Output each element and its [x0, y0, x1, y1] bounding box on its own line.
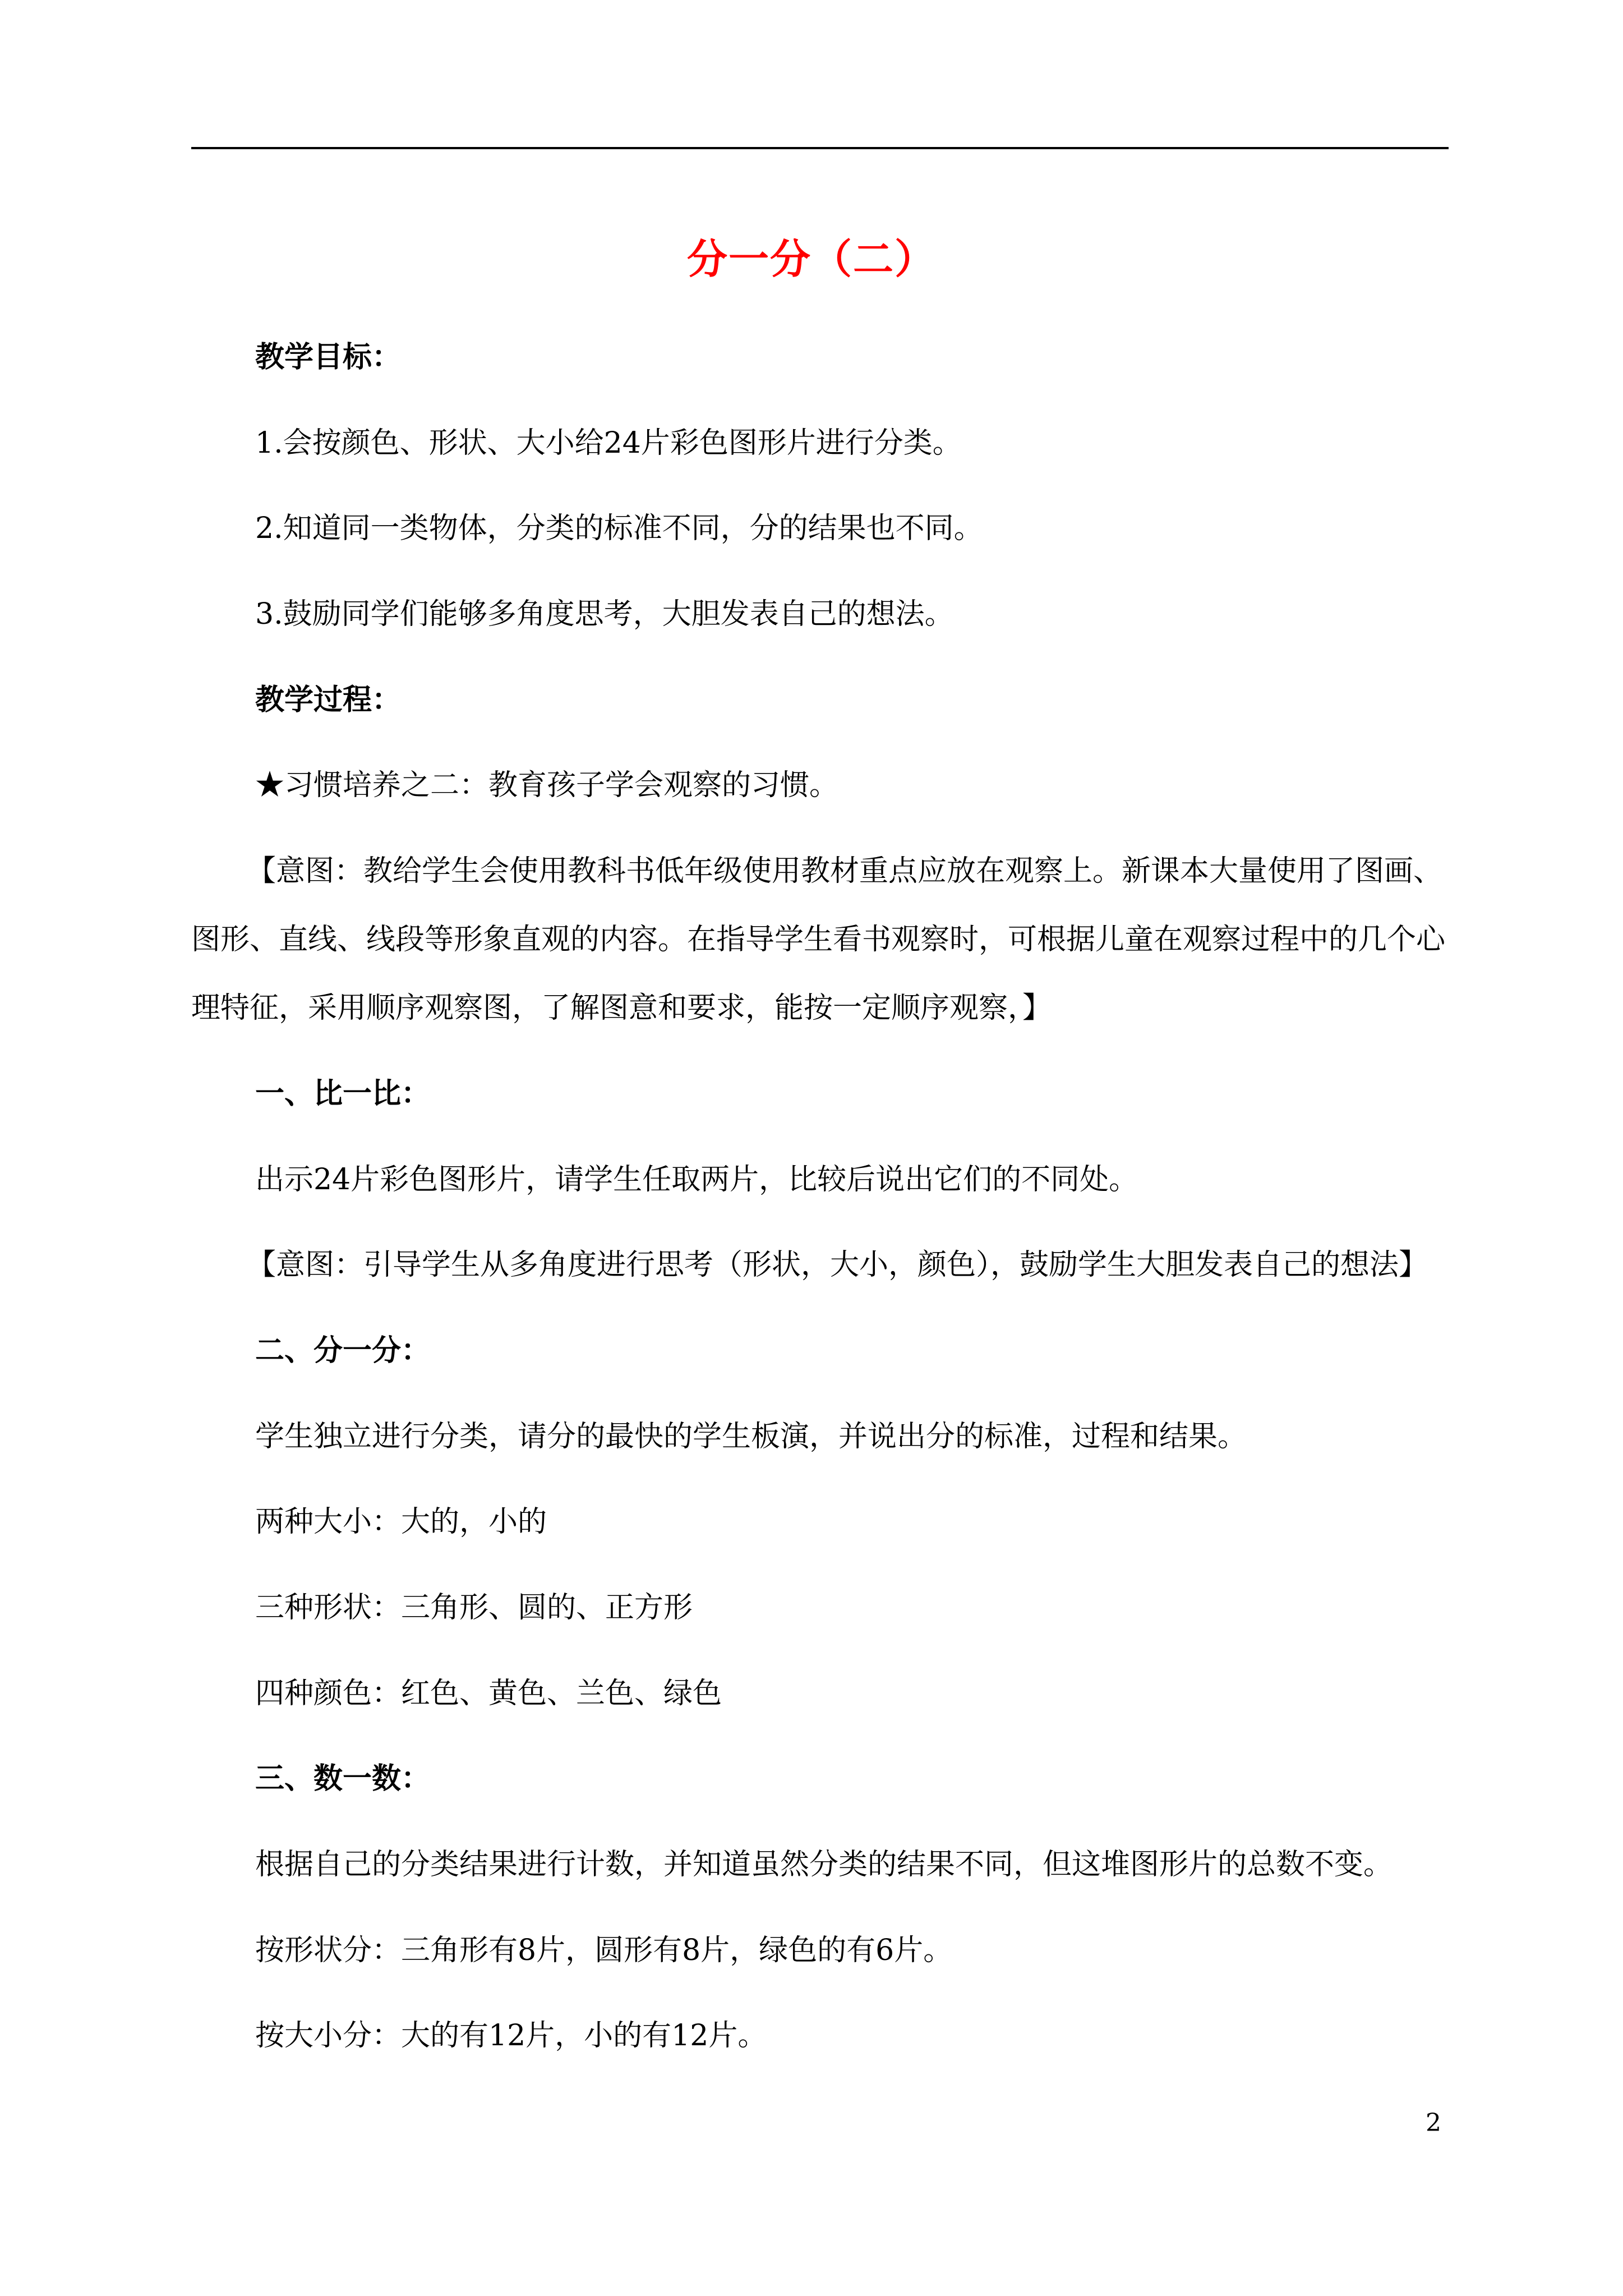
color-kinds: 四种颜色：红色、黄色、兰色、绿色 [255, 1677, 722, 1710]
goal-item-3: 3.鼓励同学们能够多角度思考，大胆发表自己的想法。 [255, 597, 954, 631]
page-title: 分一分（二） [686, 235, 936, 283]
goal-item-2: 2.知道同一类物体，分类的标准不同，分的结果也不同。 [255, 512, 983, 545]
by-shape-count: 按形状分：三角形有8片，圆形有8片，绿色的有6片。 [255, 1934, 953, 1967]
size-kinds: 两种大小：大的，小的 [255, 1505, 547, 1539]
part2-heading: 二、分一分： [255, 1333, 431, 1368]
part3-text: 根据自己的分类结果进行计数，并知道虽然分类的结果不同，但这堆图形片的总数不变。 [255, 1848, 1393, 1881]
goals-heading: 教学目标： [255, 340, 402, 374]
intent2-text: 【意图：引导学生从多角度进行思考（形状，大小，颜色），鼓励学生大胆发表自己的想法】 [247, 1248, 1428, 1282]
header-rule [191, 147, 1449, 149]
part2-text: 学生独立进行分类，请分的最快的学生板演，并说出分的标准，过程和结果。 [255, 1420, 1247, 1453]
part3-heading: 三、数一数： [255, 1761, 431, 1796]
intent-paragraph-line-2: 图形、直线、线段等形象直观的内容。在指导学生看书观察时，可根据儿童在观察过程中的几个心 [191, 923, 1446, 956]
intent-paragraph-line-3: 理特征，采用顺序观察图，了解图意和要求，能按一定顺序观察，】 [191, 991, 1052, 1025]
part1-heading: 一、比一比： [255, 1076, 431, 1111]
page-number: 2 [1426, 2109, 1441, 2137]
goal-item-1: 1.会按颜色、形状、大小给24片彩色图形片进行分类。 [255, 426, 962, 460]
habit-note: ★习惯培养之二：教育孩子学会观察的习惯。 [255, 769, 839, 802]
by-size-count: 按大小分：大的有12片，小的有12片。 [255, 2019, 767, 2053]
shape-kinds: 三种形状：三角形、圆的、正方形 [255, 1591, 693, 1625]
intent-paragraph-line-1: 【意图：教给学生会使用教科书低年级使用教材重点应放在观察上。新课本大量使用了图画、 [247, 854, 1443, 888]
process-heading: 教学过程： [255, 683, 402, 717]
part1-text: 出示24片彩色图形片，请学生任取两片，比较后说出它们的不同处。 [255, 1163, 1138, 1197]
